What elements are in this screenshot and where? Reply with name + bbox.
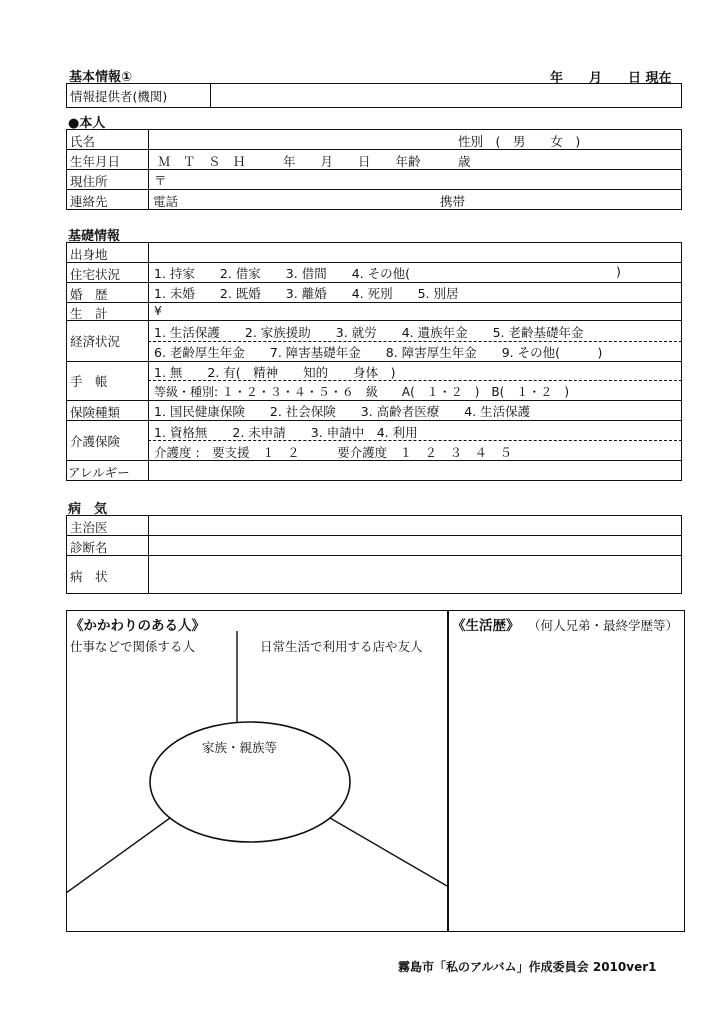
- history-title: 《生活歴》: [452, 618, 520, 634]
- housing-close: ): [616, 264, 621, 279]
- care-insurance-label: 介護保険: [70, 434, 121, 449]
- history-subtitle: （何人兄弟・最終学歴等）: [528, 618, 679, 633]
- daily-contacts-label: 日常生活で利用する店や友人: [260, 639, 423, 654]
- daily-contacts-area[interactable]: [250, 656, 440, 736]
- person-section-title: ●本人: [68, 116, 106, 131]
- family-label: 家族・親族等: [202, 740, 278, 755]
- livelihood-label: 生 計: [70, 306, 108, 321]
- date-label: 年 月 日 現在: [550, 71, 672, 86]
- origin-label: 出身地: [70, 247, 108, 262]
- name-label: 氏名: [70, 134, 96, 149]
- phone-label: 電話: [153, 194, 179, 209]
- footer-credit: 霧島市「私のアルバム」作成委員会 2010ver1: [398, 960, 657, 974]
- notebook-label: 手 帳: [70, 374, 108, 389]
- insurance-options[interactable]: 1. 国民健康保険 2. 社会保険 3. 高齢者医療 4. 生活保護: [154, 404, 531, 419]
- economy-options-row1[interactable]: 1. 生活保護 2. 家族援助 3. 就労 4. 遺族年金 5. 老齢基礎年金: [154, 325, 584, 340]
- right-connector-line: [330, 818, 447, 886]
- economy-label: 経済状況: [70, 334, 121, 349]
- illness-section-title: 病 気: [68, 502, 108, 517]
- work-contacts-label: 仕事などで関係する人: [70, 639, 196, 654]
- care-insurance-options[interactable]: 1. 資格無 2. 未申請 3. 申請中 4. 利用: [154, 425, 418, 440]
- contact-label: 連絡先: [70, 194, 108, 209]
- marriage-options[interactable]: 1. 未婚 2. 既婚 3. 離婚 4. 死別 5. 別居: [154, 286, 459, 301]
- birthdate-label: 生年月日: [70, 154, 121, 169]
- page-title: 基本情報①: [69, 70, 133, 85]
- basic-section-title: 基礎情報: [68, 229, 121, 244]
- mobile-label: 携帯: [440, 194, 466, 209]
- yen-mark: ¥: [154, 303, 162, 318]
- family-area[interactable]: [170, 758, 330, 828]
- marriage-label: 婚 歴: [70, 287, 108, 302]
- economy-options-row2[interactable]: 6. 老齢厚生年金 7. 障害基礎年金 8. 障害厚生年金 9. その他( ): [154, 345, 603, 360]
- gender-options[interactable]: 性別 ( 男 女 ): [458, 134, 581, 149]
- insurance-label: 保険種類: [70, 405, 121, 420]
- doctor-label: 主治医: [70, 520, 108, 535]
- work-contacts-area[interactable]: [76, 656, 226, 736]
- diagnosis-label: 診断名: [70, 540, 108, 555]
- postal-mark: 〒: [154, 173, 167, 188]
- address-label: 現住所: [70, 174, 108, 189]
- relations-title: 《かかわりのある人》: [70, 618, 205, 634]
- housing-label: 住宅状況: [70, 267, 121, 282]
- notebook-grade-row[interactable]: 等級・種別: １・２・３・４・５・６ 級 A( １・２ ) B( １・２ ): [154, 385, 570, 399]
- birthdate-options[interactable]: Ｍ Ｔ Ｓ Ｈ 年 月 日 年齢 歳: [158, 154, 471, 169]
- symptom-label: 病 状: [70, 569, 108, 584]
- notebook-options-row1[interactable]: 1. 無 2. 有( 精神 知的 身体 ): [154, 365, 396, 380]
- allergy-label: アレルギー: [68, 465, 130, 480]
- left-connector-line: [66, 818, 170, 893]
- provider-label: 情報提供者(機関): [70, 89, 168, 104]
- care-level-options[interactable]: 介護度 : 要支援 １ ２ 要介護度 １ ２ ３ ４ ５: [154, 445, 513, 460]
- housing-options[interactable]: 1. 持家 2. 借家 3. 借間 4. その他(: [154, 266, 410, 281]
